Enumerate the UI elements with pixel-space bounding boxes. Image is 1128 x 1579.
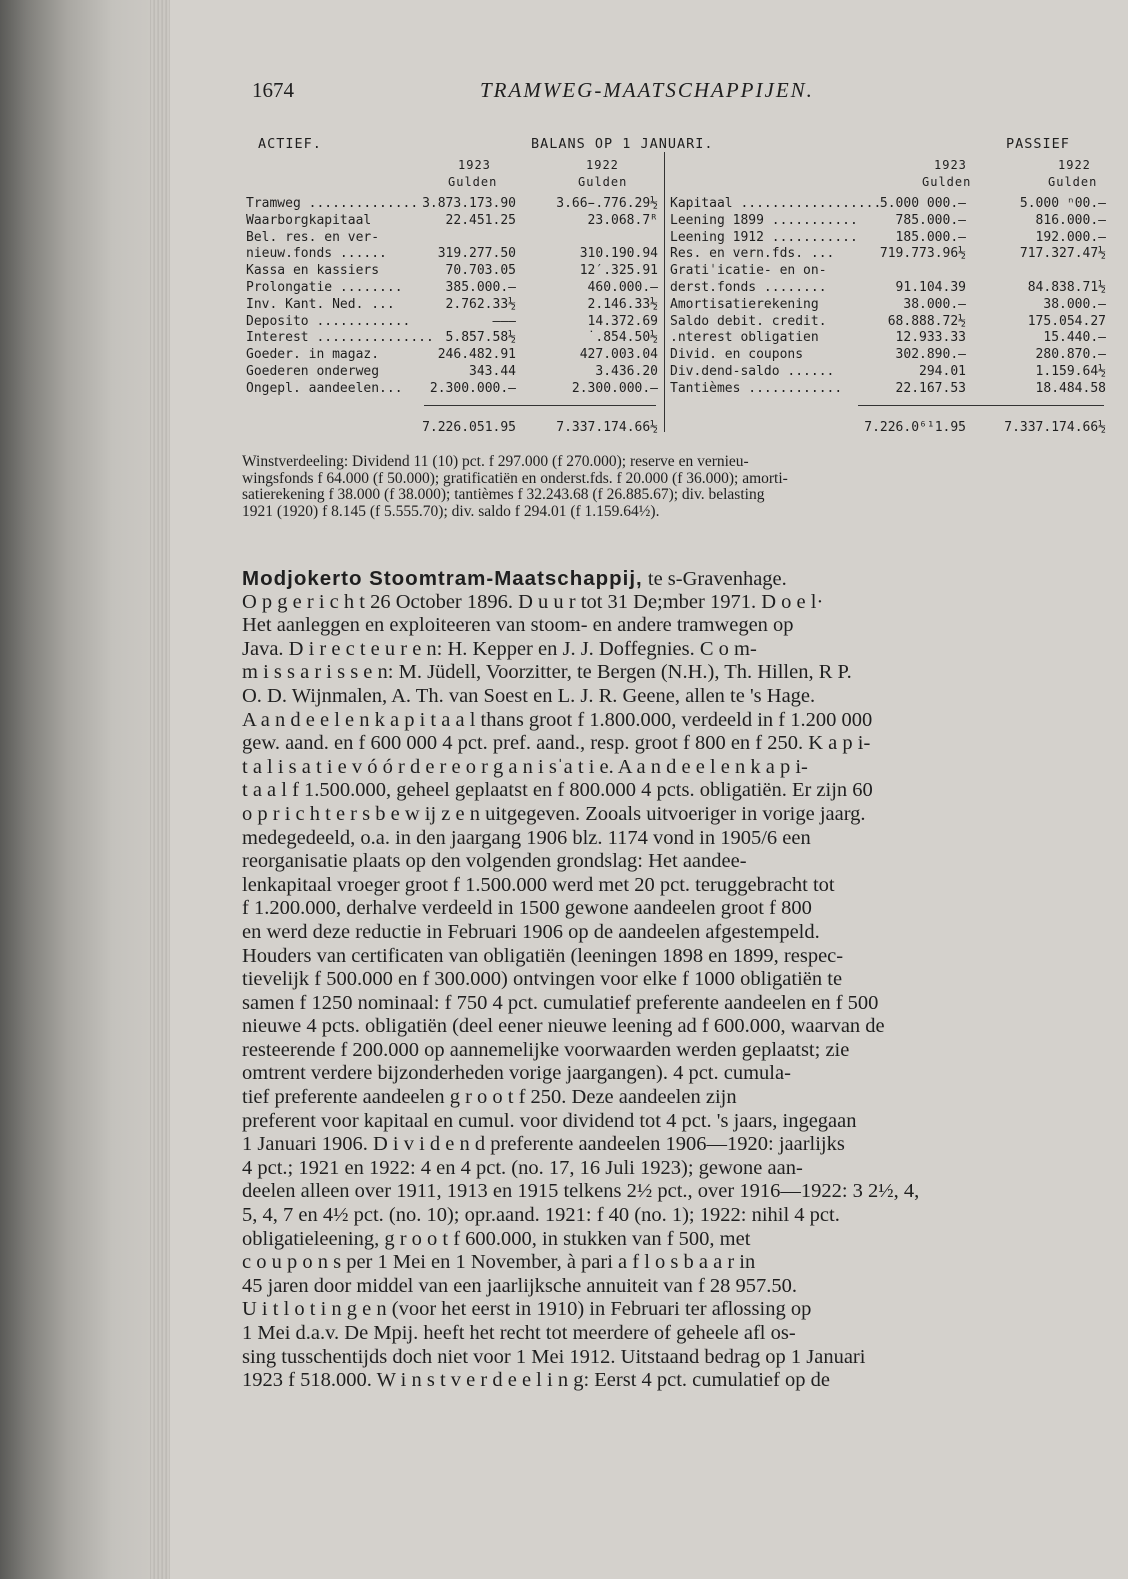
asset-value-1923: 2.762.33½ — [445, 296, 516, 312]
liability-value-1922: 717.327.47½ — [1019, 246, 1106, 262]
body-line: c o u p o n s per 1 Mei en 1 November, à pari a f l o s b a a r in — [242, 1251, 756, 1274]
running-head — [252, 78, 1104, 112]
liability-row — [246, 196, 1106, 212]
asset-value-1922: 3.436.20 — [595, 364, 658, 379]
liability-label: Amortisatierekening — [670, 296, 819, 312]
liability-value-1922: 192.000.— — [1035, 229, 1106, 245]
liability-row — [246, 280, 1106, 296]
body-line: t a l i s a t i e v ó ó r d e r e o r g a n i sˈa t i e. A a n d e e l e n k a p i- — [242, 755, 808, 778]
liability-label: Gratiˈicatie- en on- — [670, 263, 827, 279]
body-line: preferent voor kapitaal en cumul. voor dividend tot 4 pct. 's jaars, ingegaan — [242, 1109, 857, 1132]
total-liab-1922: 7.337.174.66½ — [1004, 420, 1106, 435]
balance-title: BALANS OP 1 JANUARI. — [531, 136, 714, 152]
asset-label: Prolongatie ........ — [246, 280, 403, 295]
body-line: Het aanleggen en exploiteeren van stoom- en andere tramwegen op — [242, 614, 794, 637]
body-line: tief preferente aandeelen g r o o t f 250. Deze aandeelen zijn — [242, 1086, 737, 1109]
col-year-liab-1922: 1922 — [1058, 158, 1091, 172]
liability-value-1922: 15.440.— — [1043, 330, 1106, 346]
liability-row — [246, 364, 1106, 380]
asset-value-1922: 14.372.69 — [587, 313, 658, 329]
body-line: 4 pct.; 1921 en 1922: 4 en 4 pct. (no. 17, 16 Juli 1923); gewone aan- — [242, 1156, 803, 1179]
body-line: en werd deze reductie in Februari 1906 op de aandeelen afgestempeld. — [242, 920, 820, 943]
company-description — [242, 591, 1108, 1393]
body-line: A a n d e e l e n k a p i t a a l thans groot f 1.800.000, verdeeld in f 1.200 000 — [242, 708, 873, 731]
liability-row — [246, 297, 1106, 313]
asset-value-1923: 22.451.25 — [445, 212, 516, 228]
body-line: samen f 1250 nominaal: f 750 4 pct. cumulatief preferente aandeelen en f 500 — [242, 991, 879, 1014]
liabilities-heading: PASSIEF — [1006, 136, 1070, 152]
liability-value-1923: 68.888.72½ — [887, 313, 966, 329]
liability-label: Saldo debit. credit. — [670, 313, 827, 329]
liability-row — [246, 314, 1106, 330]
body-line: 5, 4, 7 en 4½ pct. (no. 10); opr.aand. 1921: f 40 (no. 1); 1922: nihil 4 pct. — [242, 1204, 840, 1227]
liability-value-1923: 12.933.33 — [895, 330, 966, 346]
running-title: TRAMWEG-MAATSCHAPPIJEN. — [480, 78, 814, 102]
asset-label: Tramweg .............. — [246, 196, 419, 211]
body-line: lenkapitaal vroeger groot f 1.500.000 werd met 20 pct. teruggebracht tot — [242, 873, 835, 896]
asset-label: Ongepl. aandeelen... — [246, 380, 403, 396]
body-line: o p r i c h t e r s b e w ij z e n uitgegeven. Zooals uitvoeriger in vorige jaarg. — [242, 802, 866, 825]
body-line: nieuwe 4 pcts. obligatiën (deel eener nieuwe leening ad f 600.000, waarvan de — [242, 1015, 885, 1038]
profit-distribution-note — [242, 454, 1108, 520]
liability-value-1922: 18.484.58 — [1035, 380, 1106, 396]
liability-value-1922: 816.000.— — [1035, 212, 1106, 228]
asset-value-1922: 12′.325.91 — [579, 263, 658, 279]
asset-label: Waarborgkapitaal — [246, 212, 372, 228]
col-unit-liab-1922: Gulden — [1048, 175, 1098, 189]
body-line: t a a l f 1.500.000, geheel geplaatst en f 800.000 4 pcts. obligatiën. Er zijn 60 — [242, 779, 873, 802]
body-line: 1923 f 518.000. W i n s t v e r d e e l i n g: Eerst 4 pct. cumulatief op de — [242, 1369, 830, 1392]
asset-value-1923: 3.873.173.90 — [422, 196, 516, 211]
asset-label: Goederen onderweg — [246, 364, 380, 379]
col-unit-assets-1922: Gulden — [578, 175, 628, 189]
liability-row — [246, 263, 1106, 279]
liability-label: .nterest obligatien — [670, 330, 819, 346]
liability-row — [246, 381, 1106, 397]
asset-value-1922: 460.000.— — [587, 280, 658, 295]
note-line: satierekening f 38.000 (f 38.000); tantièmes f 32.243.68 (f 26.885.67); div. belasting — [242, 486, 765, 504]
liability-value-1922: 175.054.27 — [1027, 313, 1106, 329]
liability-label: Divid. en coupons — [670, 347, 804, 363]
liability-value-1923: 294.01 — [919, 364, 966, 379]
body-line: O p g e r i c h t 26 October 1896. D u u r tot 31 De;mber 1971. D o e l· — [242, 590, 824, 613]
asset-label: Bel. res. en ver- — [246, 229, 380, 245]
body-line: 1 Mei d.a.v. De Mpij. heeft het recht tot meerdere of geheele afl os- — [242, 1322, 796, 1344]
body-line: resteerende f 200.000 op aannemelijke voorwaarden werden geplaatst; zie — [242, 1038, 850, 1061]
liability-value-1922: 84.838.71½ — [1027, 280, 1106, 295]
body-line: O. D. Wijnmalen, A. Th. van Soest en L. J. R. Geene, allen te 's Hage. — [242, 684, 816, 707]
total-liab-1923: 7.226.0⁶¹1.95 — [864, 420, 966, 435]
col-unit-liab-1923: Gulden — [922, 175, 972, 189]
liability-label: Res. en vern.fds. ... — [670, 246, 835, 262]
body-line: m i s s a r i s s e n: M. Jüdell, Voorzitter, te Bergen (N.H.), Th. Hillen, R P. — [242, 661, 852, 684]
asset-value-1922: 310.190.94 — [579, 246, 658, 262]
asset-value-1923: ——— — [492, 313, 516, 329]
assets-heading: ACTIEF. — [258, 136, 322, 152]
total-assets-1922: 7.337.174.66½ — [556, 420, 658, 435]
body-line: f 1.200.000, derhalve verdeeld in 1500 gewone aandeelen groot f 800 — [242, 897, 812, 920]
book-spine — [0, 0, 150, 1579]
body-line: deelen alleen over 1911, 1913 en 1915 telkens 2½ pct., over 1916—1922: 3 2½, 4, — [242, 1180, 920, 1203]
asset-label: Kassa en kassiers — [246, 263, 380, 279]
body-line: Houders van certificaten van obligatiën (leeningen 1898 en 1899, respec- — [242, 944, 844, 967]
page-edges — [150, 0, 170, 1579]
page-number: 1674 — [252, 78, 294, 102]
note-line: wingsfonds f 64.000 (f 50.000); gratificatiën en onderst.fds. f 20.000 (f 36.000); amorti- — [242, 469, 788, 487]
body-line: omtrent verdere bijzonderheden vorige jaargangen). 4 pct. cumula- — [242, 1062, 791, 1085]
liability-row — [246, 230, 1106, 246]
asset-label: Interest ............... — [246, 330, 434, 346]
liability-label: Leening 1899 ........... — [670, 212, 858, 228]
col-year-assets-1923: 1923 — [458, 158, 491, 172]
liability-row — [246, 246, 1106, 262]
liability-row — [246, 330, 1106, 346]
asset-value-1923: 2.300.000.— — [429, 380, 516, 396]
liability-value-1923: 5.000 000.— — [879, 196, 966, 211]
asset-value-1923: 385.000.— — [445, 280, 516, 295]
liability-value-1923: 91.104.39 — [895, 280, 966, 295]
liability-row — [246, 347, 1106, 363]
company-heading — [242, 567, 1108, 591]
body-line: 45 jaren door middel van een jaarlijksche annuiteit van f 28 957.50. — [242, 1274, 798, 1297]
liability-label: derst.fonds ........ — [670, 280, 827, 295]
asset-value-1923: 5.857.58½ — [445, 330, 516, 346]
body-line: gew. aand. en f 600 000 4 pct. pref. aand., resp. groot f 800 en f 250. K a p i- — [242, 732, 871, 755]
col-unit-assets-1923: Gulden — [448, 175, 498, 189]
liability-value-1923: 185.000.— — [895, 229, 966, 245]
liability-value-1923: 22.167.53 — [895, 380, 966, 396]
asset-label: nieuw.fonds ...... — [246, 246, 387, 262]
body-line: tievelijk f 500.000 en f 300.000) ontvingen voor elke f 1000 obligatiën te — [242, 968, 843, 991]
liability-value-1922: 38.000.— — [1043, 296, 1106, 312]
asset-value-1922: 23.068.7ᴿ — [587, 212, 658, 228]
total-assets-1923: 7.226.051.95 — [422, 420, 516, 435]
asset-label: Inv. Kant. Ned. ... — [246, 296, 395, 312]
body-line: U i t l o t i n g e n (voor het eerst in 1910) in Februari ter aflossing op — [242, 1298, 812, 1321]
asset-value-1923: 319.277.50 — [437, 246, 516, 262]
body-line: medegedeeld, o.a. in den jaargang 1906 blz. 1174 vond in 1905/6 een — [242, 826, 811, 849]
liability-value-1923: 302.890.— — [895, 347, 966, 363]
liability-label: Kapitaal .................. — [670, 196, 882, 211]
note-line: Winstverdeeling: Dividend 11 (10) pct. f 297.000 (f 270.000); reserve en vernieu- — [242, 453, 749, 470]
asset-value-1923: 246.482.91 — [437, 347, 516, 363]
note-line: 1921 (1920) f 8.145 (f 5.555.70); div. saldo f 294.01 (f 1.159.64½). — [242, 502, 660, 520]
liability-value-1923: 785.000.— — [895, 212, 966, 228]
liability-value-1922: 1.159.64½ — [1035, 364, 1106, 379]
liability-value-1922: 280.870.— — [1035, 347, 1106, 363]
body-line: 1 Januari 1906. D i v i d e n d preferente aandeelen 1906—1920: jaarlijks — [242, 1133, 845, 1156]
col-year-liab-1923: 1923 — [934, 158, 967, 172]
body-line: reorganisatie plaats op den volgenden grondslag: Het aandee- — [242, 850, 747, 873]
totals-row — [246, 420, 1106, 436]
col-year-assets-1922: 1922 — [586, 158, 619, 172]
balance-sheet — [246, 132, 1106, 442]
liability-value-1923: 719.773.96½ — [879, 246, 966, 262]
liability-value-1922: 5.000 ⁿ00.— — [1019, 196, 1106, 211]
asset-value-1922: ˙.854.50½ — [587, 330, 658, 346]
company-name: Modjokerto Stoomtram-Maatschappij, — [242, 567, 643, 590]
liability-row — [246, 213, 1106, 229]
body-line: obligatieleening, g r o o t f 600.000, in stukken van f 500, met — [242, 1227, 751, 1250]
liability-label: Leening 1912 ........... — [670, 229, 858, 245]
asset-value-1922: 427.003.04 — [579, 347, 658, 363]
liabilities-total-rule — [858, 405, 1104, 406]
body-line: sing tusschentijds doch niet voor 1 Mei 1912. Uitstaand bedrag op 1 Januari — [242, 1345, 866, 1368]
liability-label: Tantièmes ............ — [670, 380, 843, 396]
assets-total-rule — [424, 405, 656, 406]
company-seat: te s-Gravenhage. — [647, 568, 787, 590]
company-entry — [242, 567, 1108, 1393]
asset-value-1922: 2.146.33½ — [587, 296, 658, 312]
asset-value-1922: 3.66̵.776.29½ — [556, 196, 658, 211]
asset-label: Deposito ............ — [246, 313, 411, 329]
liability-label: Div.dend-saldo ...... — [670, 364, 835, 379]
asset-label: Goeder. in magaz. — [246, 347, 380, 363]
asset-value-1923: 343.44 — [469, 364, 516, 379]
asset-value-1922: 2.300.000.— — [571, 380, 658, 396]
asset-value-1923: 70.703.05 — [445, 263, 516, 279]
body-line: Java. D i r e c t e u r e n: H. Kepper en J. J. Doffegnies. C o m- — [242, 637, 757, 660]
liability-value-1923: 38.000.— — [903, 296, 966, 312]
